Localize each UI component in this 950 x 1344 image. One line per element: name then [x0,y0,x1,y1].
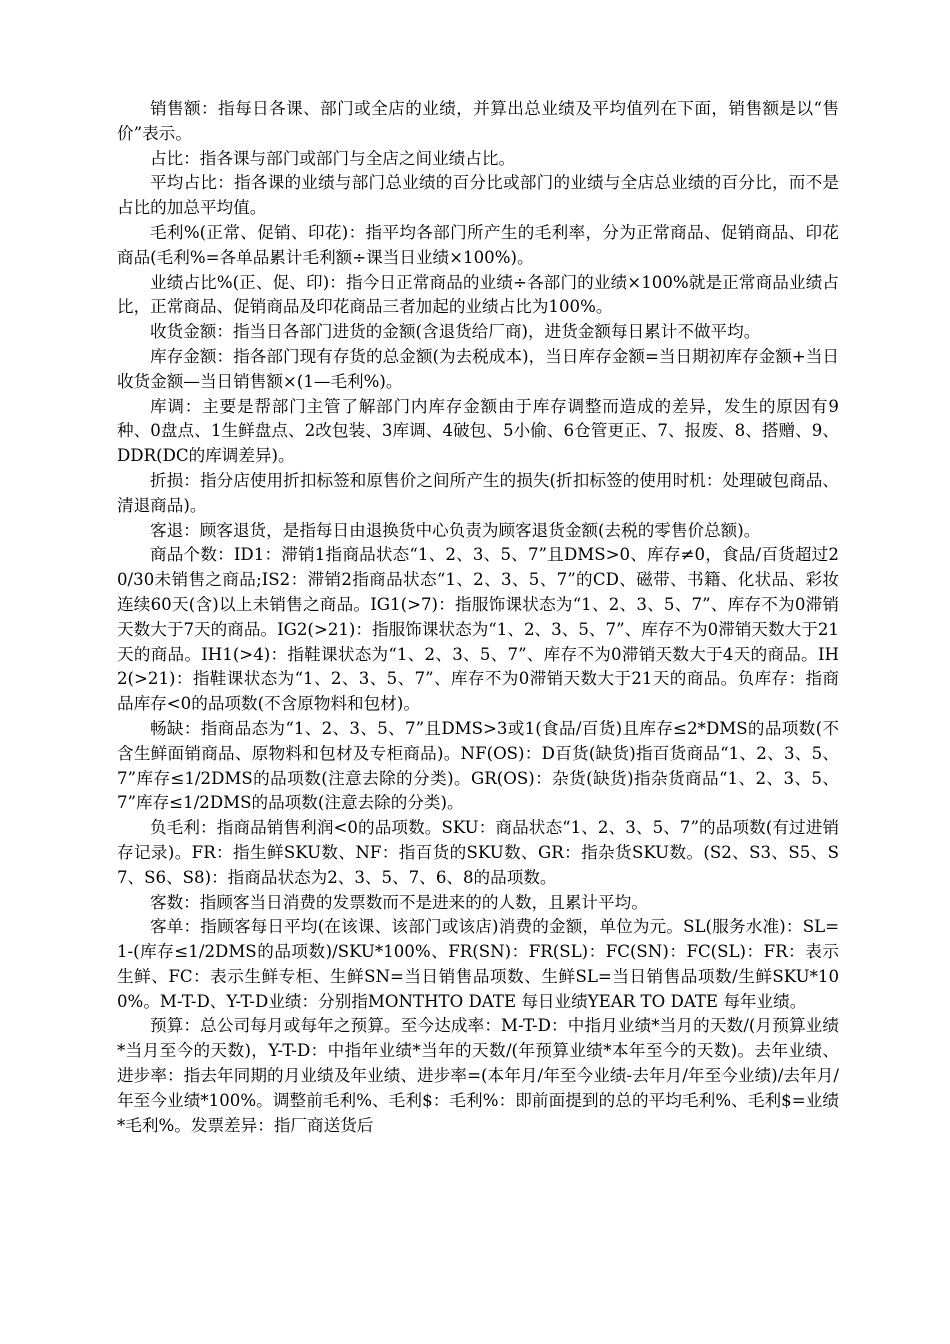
paragraph-inventory-adjustment: 库调：主要是帮部门主管了解部门内库存金额由于库存调整而造成的差异，发生的原因有9种、0盘点、1生鲜盘点、2改包装、3库调、4破包、5小偷、6仓管更正、7、报废、8、搭赠、9、DDR(DC的库调差异)。 [117,396,839,466]
paragraph-average-share: 平均占比：指各课的业绩与部门总业绩的百分比或部门的业绩与全店总业绩的百分比，而不是占比的加总平均值。 [117,173,839,218]
paragraph-item-count: 商品个数：ID1：滞销1指商品状态“1、2、3、5、7”且DMS>0、库存≠0，食品/百货超过20/30未销售之商品;IS2：滞销2指商品状态“1、2、3、5、7”的CD、磁带、书籍、化状品、彩妆连续60天(含)以上未销售之商品。IG1(>7)：指服饰课状态为“1、2、3、5、7”、库存不为0滞销天数大于7天的商品。IG2(>21)：指服饰课状态为“1、2、3、5、7”、库存不为0滞销天数大于21天的商品。IH1(>4)：指鞋课状态为“1、2、3、5、7”、库存不为0滞销天数大于4天的商品。IH2(>21)：指鞋课状态为“1、2、3、5、7”、库存不为0滞销天数大于21天的商品。负库存：指商品库存<0的品项数(不含原物料和包材)。 [117,545,839,714]
document-body [117,97,839,1138]
paragraph-customer-count: 客数：指顾客当日消费的发票数而不是进来的的人数，且累计平均。 [150,892,648,912]
paragraph-gross-margin: 毛利%(正常、促销、印花)：指平均各部门所产生的毛利率，分为正常商品、促销商品、印花商品(毛利%=各单品累计毛利额÷课当日业绩×100%)。 [117,222,839,267]
paragraph-out-of-stock: 畅缺：指商品态为“1、2、3、5、7”且DMS>3或1(食品/百货)且库存≤2*DMS的品项数(不含生鲜面销商品、原物料和包材及专柜商品)。NF(OS)：D百货(缺货)指百货商品“1、2、3、5、7”库存≤1/2DMS的品项数(注意去除的分类)。GR(OS)：杂货(缺货)指杂货商品“1、2、3、5、7”库存≤1/2DMS的品项数(注意去除的分类)。 [117,718,839,813]
paragraph-performance-share: 业绩占比%(正、促、印)：指今日正常商品的业绩÷各部门的业绩×100%就是正常商品业绩占比，正常商品、促销商品及印花商品三者加起的业绩占比为100%。 [117,272,839,317]
paragraph-receiving-amount: 收货金额：指当日各部门进货的金额(含退货给厂商)，进货金额每日累计不做平均。 [150,322,761,342]
paragraph-inventory-amount: 库存金额：指各部门现有存货的总金额(为去税成本)，当日库存金额=当日期初库存金额+当日收货金额—当日销售额×(1—毛利%)。 [117,346,839,391]
paragraph-average-ticket: 客单：指顾客每日平均(在该课、该部门或该店)消费的金额，单位为元。SL(服务水准)：SL=1-(库存≤1/2DMS的品项数)/SKU*100%、FR(SN)：FR(SL)：FC(SN)：FC(SL)：FR：表示生鲜、FC：表示生鲜专柜、生鲜SN=当日销售品项数、生鲜SL=当日销售品项数/生鲜SKU*100%。M-T-D、Y-T-D业绩：分别指MONTHTO DATE 每日业绩YEAR TO DATE 每年业绩。 [117,917,839,1011]
paragraph-customer-return: 客退：顾客退货，是指每日由退换货中心负责为顾客退货金额(去税的零售价总额)。 [150,520,761,540]
paragraph-share: 占比：指各课与部门或部门与全店之间业绩占比。 [150,148,516,168]
paragraph-budget: 预算：总公司每月或每年之预算。至今达成率：M-T-D：中指月业绩*当月的天数/(月预算业绩*当月至今的天数)，Y-T-D：中指年业绩*当年的天数/(年预算业绩*本年至今的天数)。去年业绩、进步率：指去年同期的月业绩及年业绩、进步率=(本年月/年至今业绩-去年月/年至今业绩)/去年月/年至今业绩*100%。调整前毛利%、毛利$：毛利%：即前面提到的总的平均毛利%、毛利$=业绩*毛利%。发票差异：指厂商送货后 [117,1016,839,1135]
paragraph-negative-margin: 负毛利：指商品销售利润<0的品项数。SKU：商品状态“1、2、3、5、7”的品项数(有过进销存记录)。FR：指生鲜SKU数、NF：指百货的SKU数、GR：指杂货SKU数。(S2、S3、S5、S7、S6、S8)：指商品状态为2、3、5、7、6、8的品项数。 [117,818,839,887]
paragraph-sales-amount: 销售额：指每日各课、部门或全店的业绩，并算出总业绩及平均值列在下面，销售额是以“售价”表示。 [117,99,839,143]
paragraph-markdown-loss: 折损：指分店使用折扣标签和原售价之间所产生的损失(折扣标签的使用时机：处理破包商品、清退商品)。 [117,470,839,515]
